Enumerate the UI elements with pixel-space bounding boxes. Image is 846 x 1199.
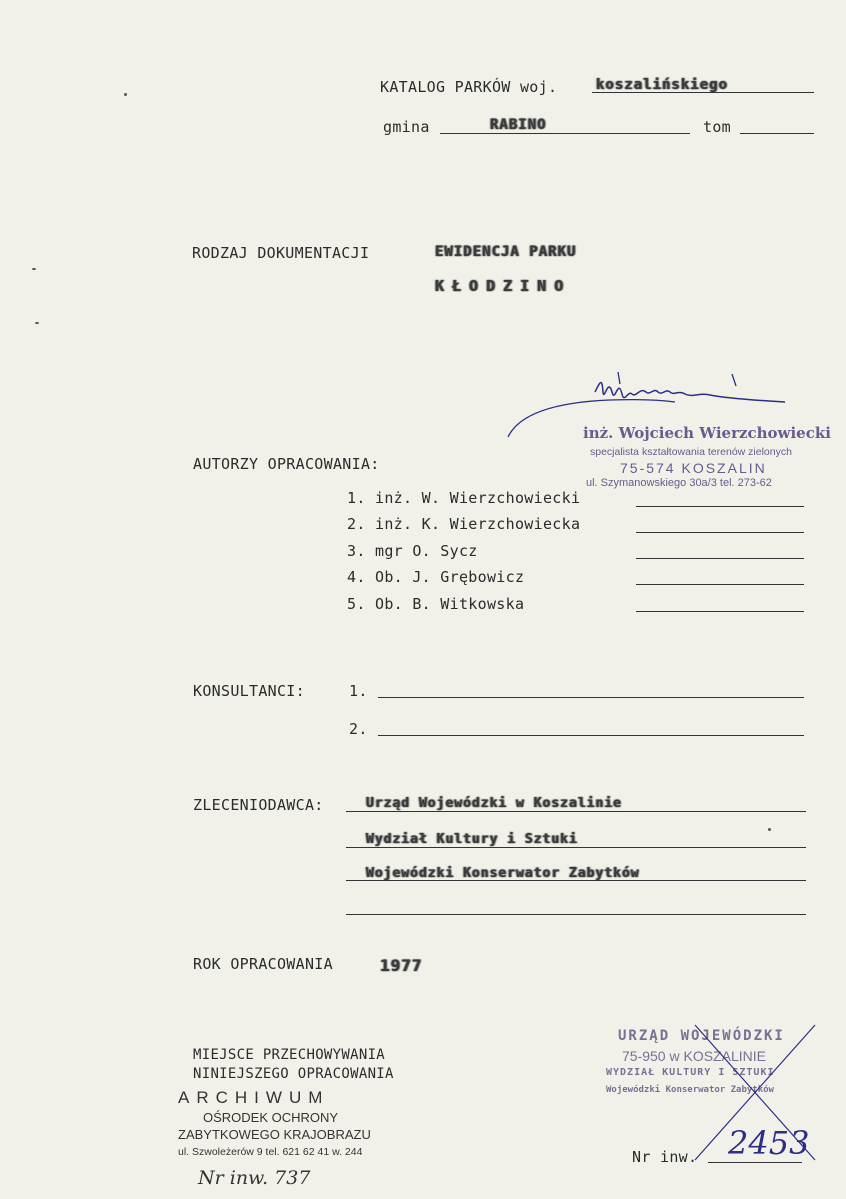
- tom-line: [740, 133, 814, 134]
- inventory-label: Nr inw.: [632, 1148, 698, 1166]
- client-line-3: Wojewódzki Konserwator Zabytków: [366, 866, 640, 881]
- doc-type-value-2: KŁODZINO: [435, 277, 572, 295]
- client-line-1: Urząd Wojewódzki w Koszalinie: [366, 796, 622, 811]
- year-label: ROK OPRACOWANIA: [193, 955, 333, 973]
- archive-stamp-line-1: OŚRODEK OCHRONY: [203, 1110, 339, 1125]
- tom-label: tom: [703, 118, 731, 136]
- gmina-label: gmina: [383, 118, 430, 136]
- author-5: 5. Ob. B. Witkowska: [347, 595, 525, 613]
- inventory-line: [708, 1162, 802, 1163]
- author-4: 4. Ob. J. Grębowicz: [347, 568, 525, 586]
- katalog-label: KATALOG PARKÓW woj.: [380, 78, 558, 96]
- paper-speck: [35, 322, 39, 324]
- archive-stamp-line-3: ul. Szwoleżerów 9 tel. 621 62 41 w. 244: [178, 1146, 363, 1158]
- author-4-line: [636, 584, 804, 585]
- office-stamp-line-2: 75-950 w KOSZALINIE: [622, 1048, 766, 1064]
- author-stamp-address: ul. Szymanowskiego 30a/3 tel. 273-62: [586, 477, 772, 489]
- storage-line-2: NINIEJSZEGO OPRACOWANIA: [193, 1066, 394, 1082]
- client-line-2-rule: [346, 847, 806, 848]
- author-3: 3. mgr O. Sycz: [347, 542, 478, 560]
- author-stamp-name: inż. Wojciech Wierzchowiecki: [583, 424, 831, 442]
- storage-line-1: MIEJSCE PRZECHOWYWANIA: [193, 1047, 386, 1063]
- doc-type-value-1: EWIDENCJA PARKU: [435, 244, 577, 260]
- consultant-1: 1.: [349, 682, 368, 700]
- author-2-line: [636, 532, 804, 533]
- consultants-label: KONSULTANCI:: [193, 682, 305, 700]
- author-5-line: [636, 611, 804, 612]
- consultant-1-line: [378, 697, 804, 698]
- inventory-value: 2453: [728, 1124, 810, 1162]
- client-line-4-rule: [346, 914, 806, 915]
- paper-speck: [124, 93, 127, 96]
- paper-speck: [32, 268, 36, 270]
- authors-label: AUTORZY OPRACOWANIA:: [193, 455, 380, 473]
- client-line-2: Wydział Kultury i Sztuki: [366, 832, 578, 847]
- author-2: 2. inż. K. Wierzchowiecka: [347, 515, 581, 533]
- archive-stamp-title: ARCHIWUM: [178, 1088, 330, 1107]
- doc-type-label: RODZAJ DOKUMENTACJI: [192, 244, 370, 262]
- gmina-value: RABINO: [490, 117, 547, 133]
- office-stamp-line-4: Wojewódzki Konserwator Zabytków: [606, 1085, 774, 1095]
- voivodeship-value: koszalińskiego: [596, 77, 729, 93]
- client-line-3-rule: [346, 880, 806, 881]
- author-stamp-specialty: specjalista kształtowania terenów zielonych: [590, 446, 792, 458]
- client-line-1-rule: [346, 811, 806, 812]
- client-label: ZLECENIODAWCA:: [193, 796, 324, 814]
- author-stamp-city: 75-574 KOSZALIN: [620, 460, 767, 476]
- voivodeship-line: [592, 92, 814, 93]
- year-value: 1977: [380, 956, 423, 975]
- consultant-2: 2.: [349, 720, 368, 738]
- author-3-line: [636, 558, 804, 559]
- author-1: 1. inż. W. Wierzchowiecki: [347, 489, 581, 507]
- author-1-line: [636, 506, 804, 507]
- paper-speck: [768, 828, 771, 831]
- handwritten-note: Nr inw. 737: [198, 1167, 311, 1189]
- gmina-line: [440, 133, 690, 134]
- office-stamp-line-3: WYDZIAŁ KULTURY I SZTUKI: [606, 1067, 775, 1078]
- archive-stamp-line-2: ZABYTKOWEGO KRAJOBRAZU: [178, 1127, 371, 1142]
- office-stamp-line-1: URZĄD WOJEWÓDZKI: [618, 1028, 785, 1044]
- consultant-2-line: [378, 735, 804, 736]
